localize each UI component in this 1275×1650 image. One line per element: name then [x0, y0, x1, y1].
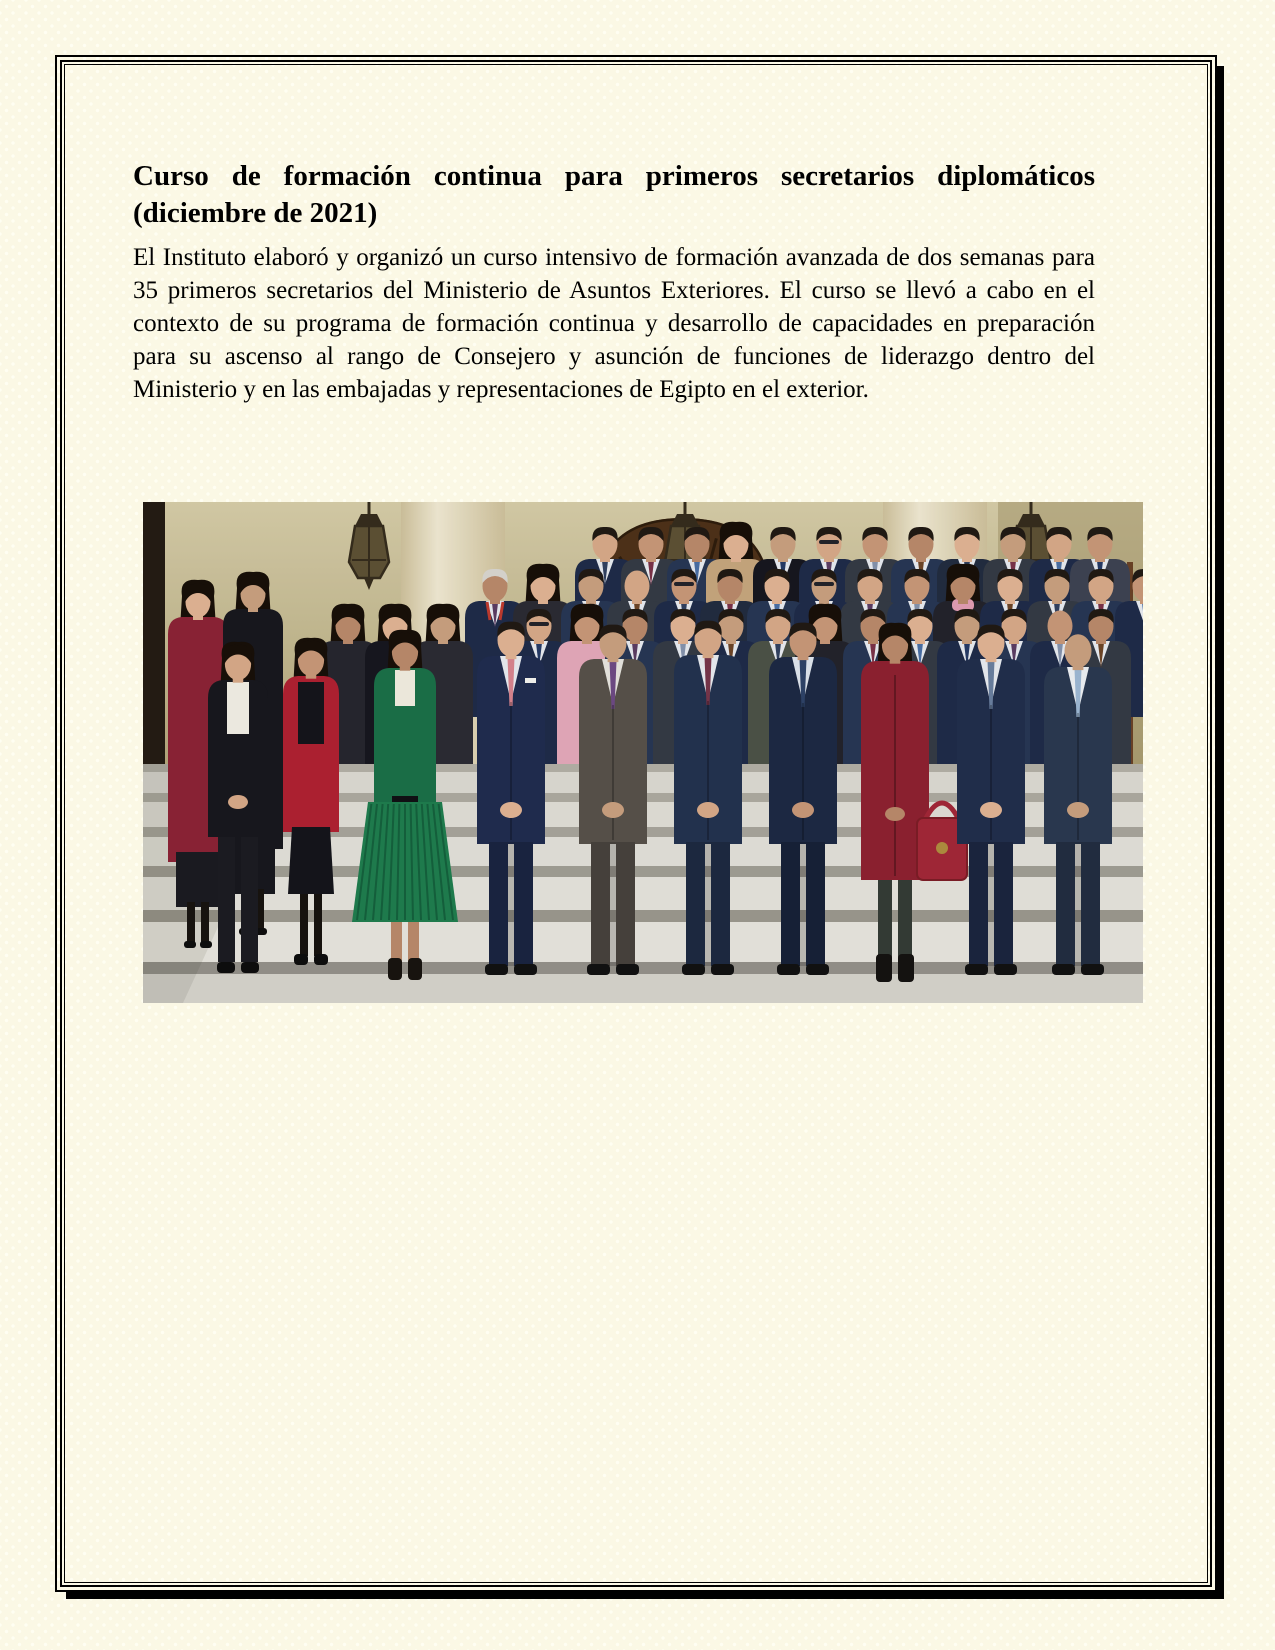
- group-photo-illustration: [143, 502, 1143, 1003]
- article-title: [133, 158, 1095, 232]
- photo-tone-overlay: [143, 502, 1143, 1003]
- title-line-1: Curso de formación continua para primeros secretarios diplomáticos: [133, 160, 1095, 192]
- document-content: [133, 158, 1095, 406]
- group-photo: [143, 502, 1143, 1003]
- article-paragraph: El Instituto elaboró y organizó un curso intensivo de formación avanzada de dos semanas para 35 primeros secretarios del Ministerio de Asuntos Exteriores. El curso se llevó a cabo en el contexto de su programa de formación continua y desarrollo de capacidades en preparación para su ascenso al rango de Consejero y asunción de funciones de liderazgo dentro del Ministerio y en las embajadas y representaciones de Egipto en el exterior.: [133, 244, 1095, 403]
- title-line-2: (diciembre de 2021): [133, 197, 378, 229]
